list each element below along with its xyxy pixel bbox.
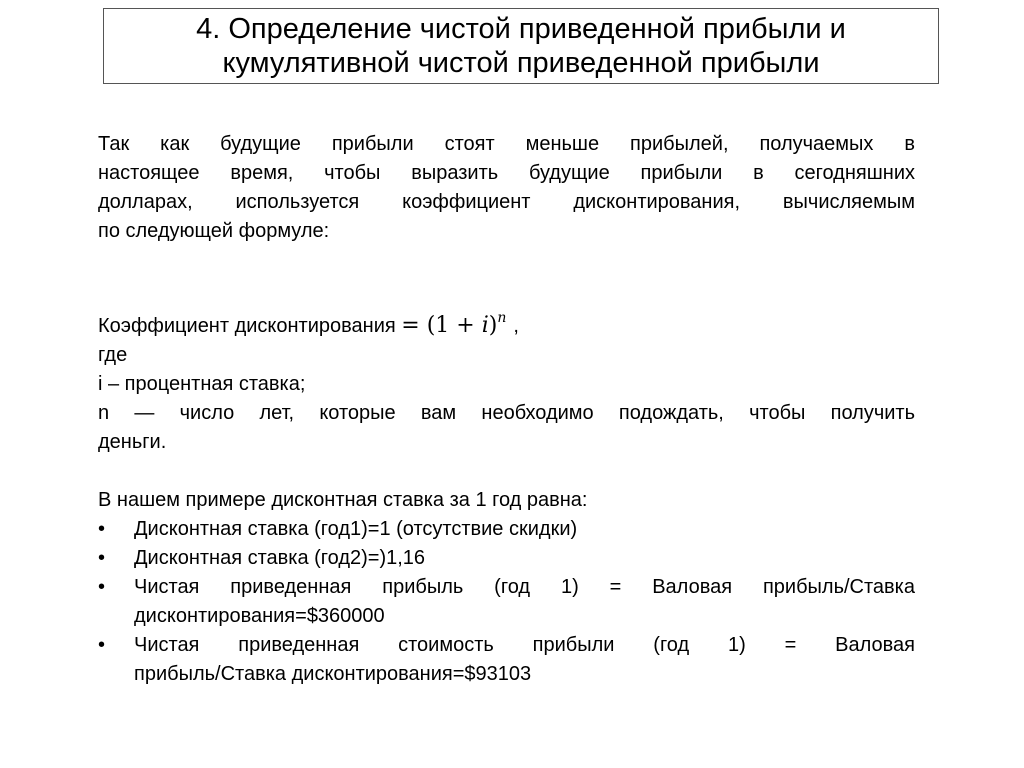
formula-exponent: n <box>497 310 507 326</box>
formula-close: ) <box>488 313 498 338</box>
bullet-text: прибыль/Ставка дисконтирования=$93103 <box>134 663 532 685</box>
intro-line-4: по следующей формуле: <box>98 220 330 242</box>
discount-formula <box>401 310 513 338</box>
list-item <box>98 631 915 689</box>
slide-title-box <box>103 8 939 84</box>
bullet-mark: • <box>98 518 106 540</box>
formula-label: Коэффициент дисконтирования <box>98 315 396 337</box>
list-item <box>98 573 915 631</box>
bullet-text: Дисконтная ставка (год2)=)1,16 <box>134 547 426 569</box>
intro-paragraph <box>98 130 915 246</box>
formula-open: (1 + <box>426 313 482 338</box>
formula-variable: i <box>481 313 489 338</box>
formula-line <box>98 304 915 341</box>
formula-equals: = <box>401 313 420 338</box>
list-item <box>98 544 915 573</box>
definition-n-line-1: n — число лет, которые вам необходимо подождать, чтобы получить <box>98 402 915 424</box>
definition-where: где <box>98 344 128 366</box>
bullet-mark: • <box>98 547 106 569</box>
bullet-text: дисконтирования=$360000 <box>134 605 385 627</box>
bullet-mark: • <box>98 634 106 656</box>
list-item <box>98 515 915 544</box>
example-heading: В нашем примере дисконтная ставка за 1 год равна: <box>98 489 588 511</box>
intro-line-1: Так как будущие прибыли стоят меньше прибылей, получаемых в <box>98 133 915 155</box>
intro-line-2: настоящее время, чтобы выразить будущие прибыли в сегодняшних <box>98 162 915 184</box>
bullet-mark: • <box>98 576 106 598</box>
definition-i: i – процентная ставка; <box>98 373 306 395</box>
spacer <box>98 457 915 486</box>
definition-n <box>98 399 915 457</box>
formula-trailing: , <box>513 315 519 337</box>
slide-body <box>98 130 915 689</box>
slide-title-line-1: 4. Определение чистой приведенной прибыли и <box>196 13 846 45</box>
bullet-text: Чистая приведенная прибыль (год 1) = Валовая прибыль/Ставка <box>134 576 915 598</box>
definition-n-line-2: деньги. <box>98 431 167 453</box>
bullet-text: Чистая приведенная стоимость прибыли (год 1) = Валовая <box>134 634 915 656</box>
spacer <box>98 246 915 304</box>
bullet-text: Дисконтная ставка (год1)=1 (отсутствие скидки) <box>134 518 578 540</box>
example-bullet-list <box>98 515 915 689</box>
slide-title-line-2: кумулятивной чистой приведенной прибыли <box>222 47 820 79</box>
intro-line-3: долларах, используется коэффициент дисконтирования, вычисляемым <box>98 191 915 213</box>
